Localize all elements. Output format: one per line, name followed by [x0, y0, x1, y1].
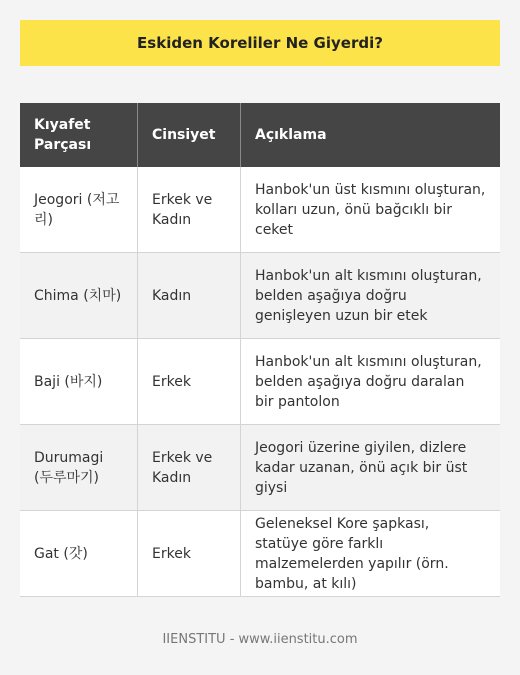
header-garment: Kıyafet Parçası	[20, 103, 138, 167]
header-description: Açıklama	[241, 103, 501, 167]
cell-description: Jeogori üzerine giyilen, dizlere kadar uzanan, önü açık bir üst giysi	[241, 425, 501, 511]
cell-gender: Erkek	[138, 511, 241, 597]
header-gender: Cinsiyet	[138, 103, 241, 167]
footer-credit: IIENSTITU - www.iienstitu.com	[162, 632, 358, 647]
cell-description: Geleneksel Kore şapkası, statüye göre farklı malzemelerden yapılır (örn. bambu, at kılı)	[241, 511, 501, 597]
table-row	[20, 253, 500, 339]
clothing-table	[20, 103, 500, 597]
cell-garment: Gat (갓)	[20, 511, 138, 597]
cell-gender: Erkek ve Kadın	[138, 425, 241, 511]
cell-garment: Durumagi (두루마기)	[20, 425, 138, 511]
cell-description: Hanbok'un üst kısmını oluşturan, kolları uzun, önü bağcıklı bir ceket	[241, 167, 501, 253]
table-row	[20, 339, 500, 425]
cell-gender: Kadın	[138, 253, 241, 339]
cell-gender: Erkek	[138, 339, 241, 425]
cell-gender: Erkek ve Kadın	[138, 167, 241, 253]
table-row	[20, 425, 500, 511]
table-header-row	[20, 103, 500, 167]
table-row	[20, 511, 500, 597]
cell-garment: Jeogori (저고리)	[20, 167, 138, 253]
table-row	[20, 167, 500, 253]
cell-garment: Chima (치마)	[20, 253, 138, 339]
cell-description: Hanbok'un alt kısmını oluşturan, belden aşağıya doğru genişleyen uzun bir etek	[241, 253, 501, 339]
cell-garment: Baji (바지)	[20, 339, 138, 425]
cell-description: Hanbok'un alt kısmını oluşturan, belden aşağıya doğru daralan bir pantolon	[241, 339, 501, 425]
page-title: Eskiden Koreliler Ne Giyerdi?	[20, 20, 500, 66]
